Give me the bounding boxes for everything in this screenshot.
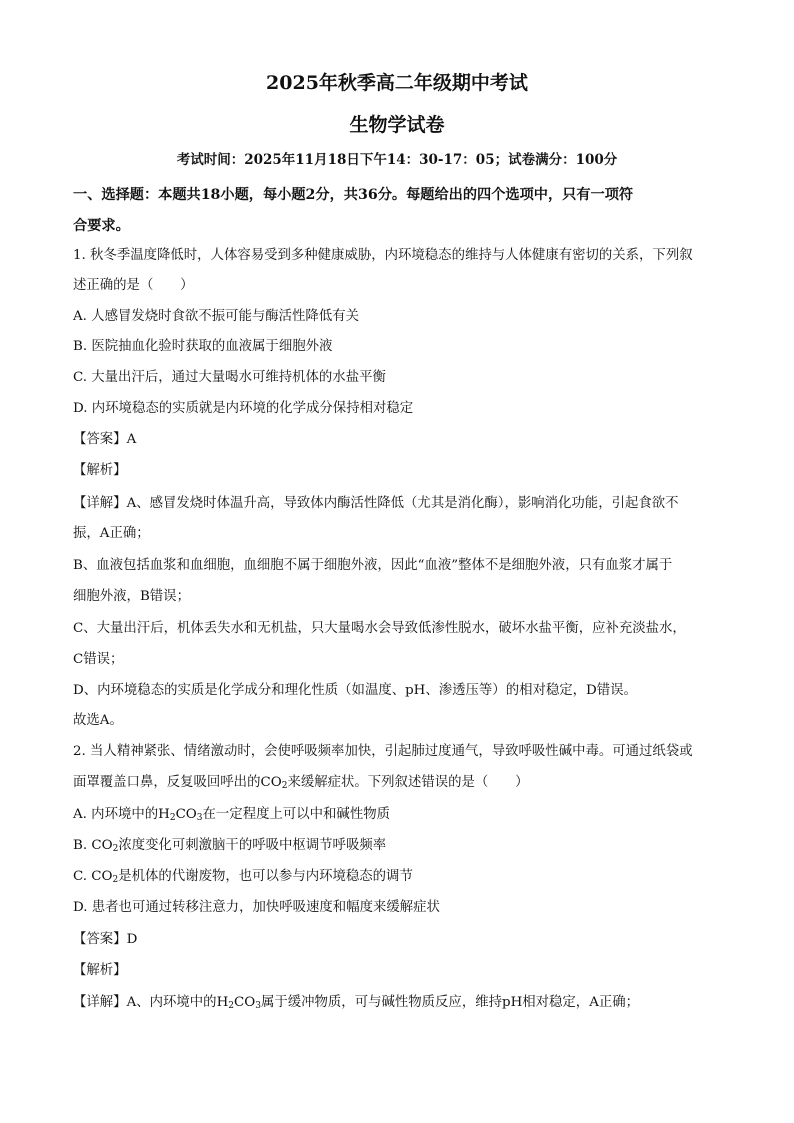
q2-answer (73, 930, 137, 950)
exam-info: 考试时间：2025年11月18日下午14：30-17：05；试卷满分：100分 (176, 152, 618, 168)
q2-detail-a-post: 属于缓冲物质，可与碱性物质反应，维持pH相对稳定，A正确； (260, 995, 640, 1010)
q1-option-a: A. 人感冒发烧时食欲不振可能与酶活性降低有关 (73, 309, 359, 324)
q1-stem-line1: 1. 秋冬季温度降低时，人体容易受到多种健康威胁，内环境稳态的维持与人体健康有密切的关系，下列叙 (73, 248, 693, 263)
q1-stem-line2: 述正确的是（ ） (73, 278, 194, 293)
q2-option-a-pre: A. 内环境中的H (73, 807, 170, 822)
q1-detail-tag: 【详解】 (73, 496, 127, 511)
q1-detail-b-line1: B、血液包括血浆和血细胞，血细胞不属于细胞外液，因此“血液”整体不是细胞外液，只有血浆才属于 (73, 558, 673, 573)
q1-answer-tag: 【答案】 (73, 432, 127, 447)
q2-option-c-post: 是机体的代谢废物，也可以参与内环境稳态的调节 (118, 869, 413, 884)
q2-detail-a-sub1: 2 (228, 1001, 234, 1011)
exam-subtitle: 生物学试卷 (349, 114, 445, 136)
q2-option-a (73, 805, 390, 825)
q2-option-a-sub2: 3 (196, 813, 203, 823)
q2-stem-line1: 2. 当人精神紧张、情绪激动时，会使呼吸频率加快，引起肺过度通气，导致呼吸性碱中毒。可通过纸袋或 (73, 744, 693, 759)
q1-answer (73, 430, 136, 450)
q2-option-a-mid: CO (175, 807, 197, 822)
q2-option-b-sub: 2 (112, 844, 119, 854)
q2-analysis-tag: 【解析】 (73, 963, 127, 978)
q2-option-c-pre: C. CO (73, 869, 113, 884)
q2-detail-a-pre: A、内环境中的H (126, 995, 229, 1010)
q2-option-b (73, 836, 386, 856)
q1-option-d: D. 内环境稳态的实质就是内环境的化学成分保持相对稳定 (73, 401, 414, 416)
q1-option-b: B. 医院抽血化验时获取的血液属于细胞外液 (73, 339, 333, 354)
q1-option-c: C. 大量出汗后，通过大量喝水可维持机体的水盐平衡 (73, 370, 386, 385)
q2-detail-a-sub2: 3 (255, 1001, 261, 1011)
q2-detail-a (73, 993, 639, 1013)
q2-option-b-post: 浓度变化可刺激脑干的呼吸中枢调节呼吸频率 (118, 838, 387, 853)
q2-detail-tag: 【详解】 (73, 995, 127, 1010)
q2-option-a-sub1: 2 (169, 813, 176, 823)
q2-option-a-post: 在一定程度上可以中和碱性物质 (202, 807, 390, 822)
q1-analysis-tag: 【解析】 (73, 463, 127, 478)
q1-detail-d-line1: D、内环境稳态的实质是化学成分和理化性质（如温度、pH、渗透压等）的相对稳定，D错误。 (73, 683, 637, 698)
section-heading-line1: 一、选择题：本题共18小题，每小题2分，共36分。每题给出的四个选项中，只有一项符 (73, 187, 634, 203)
q2-option-c (73, 867, 413, 887)
q2-stem-line2-sub: 2 (281, 781, 288, 791)
q2-stem-line2-pre: 面罩覆盖口鼻，反复吸回呼出的CO (73, 775, 282, 790)
q2-detail-a-mid: CO (234, 995, 256, 1010)
q1-detail-c-line1: C、大量出汗后，机体丢失水和无机盐，只大量喝水会导致低渗性脱水，破坏水盐平衡，应补充淡盐水， (73, 621, 686, 636)
q2-answer-value: D (126, 932, 138, 947)
q2-stem-line2 (73, 773, 528, 793)
q1-detail-b-line2: 细胞外液，B错误； (73, 589, 190, 604)
q2-stem-line2-post: 来缓解症状。下列叙述错误的是（ ） (287, 775, 529, 790)
section-heading-line2: 合要求。 (73, 218, 130, 234)
q1-detail-a-line2: 振，A正确； (73, 526, 150, 541)
exam-title: 2025年秋季高二年级期中考试 (266, 72, 528, 94)
section-heading (73, 180, 733, 242)
q2-option-d: D. 患者也可通过转移注意力，加快呼吸速度和幅度来缓解症状 (73, 900, 440, 915)
q1-detail-a-line1 (73, 494, 679, 514)
q1-detail-a-text: A、感冒发烧时体温升高，导致体内酶活性降低（尤其是消化酶），影响消化功能，引起食欲不 (126, 496, 679, 511)
q2-option-b-pre: B. CO (73, 838, 113, 853)
q1-answer-value: A (126, 432, 137, 447)
q1-detail-c-line2: C错误； (73, 652, 124, 667)
q2-option-c-sub: 2 (112, 875, 119, 885)
q1-conclusion: 故选A。 (73, 713, 123, 728)
q2-answer-tag: 【答案】 (73, 932, 127, 947)
